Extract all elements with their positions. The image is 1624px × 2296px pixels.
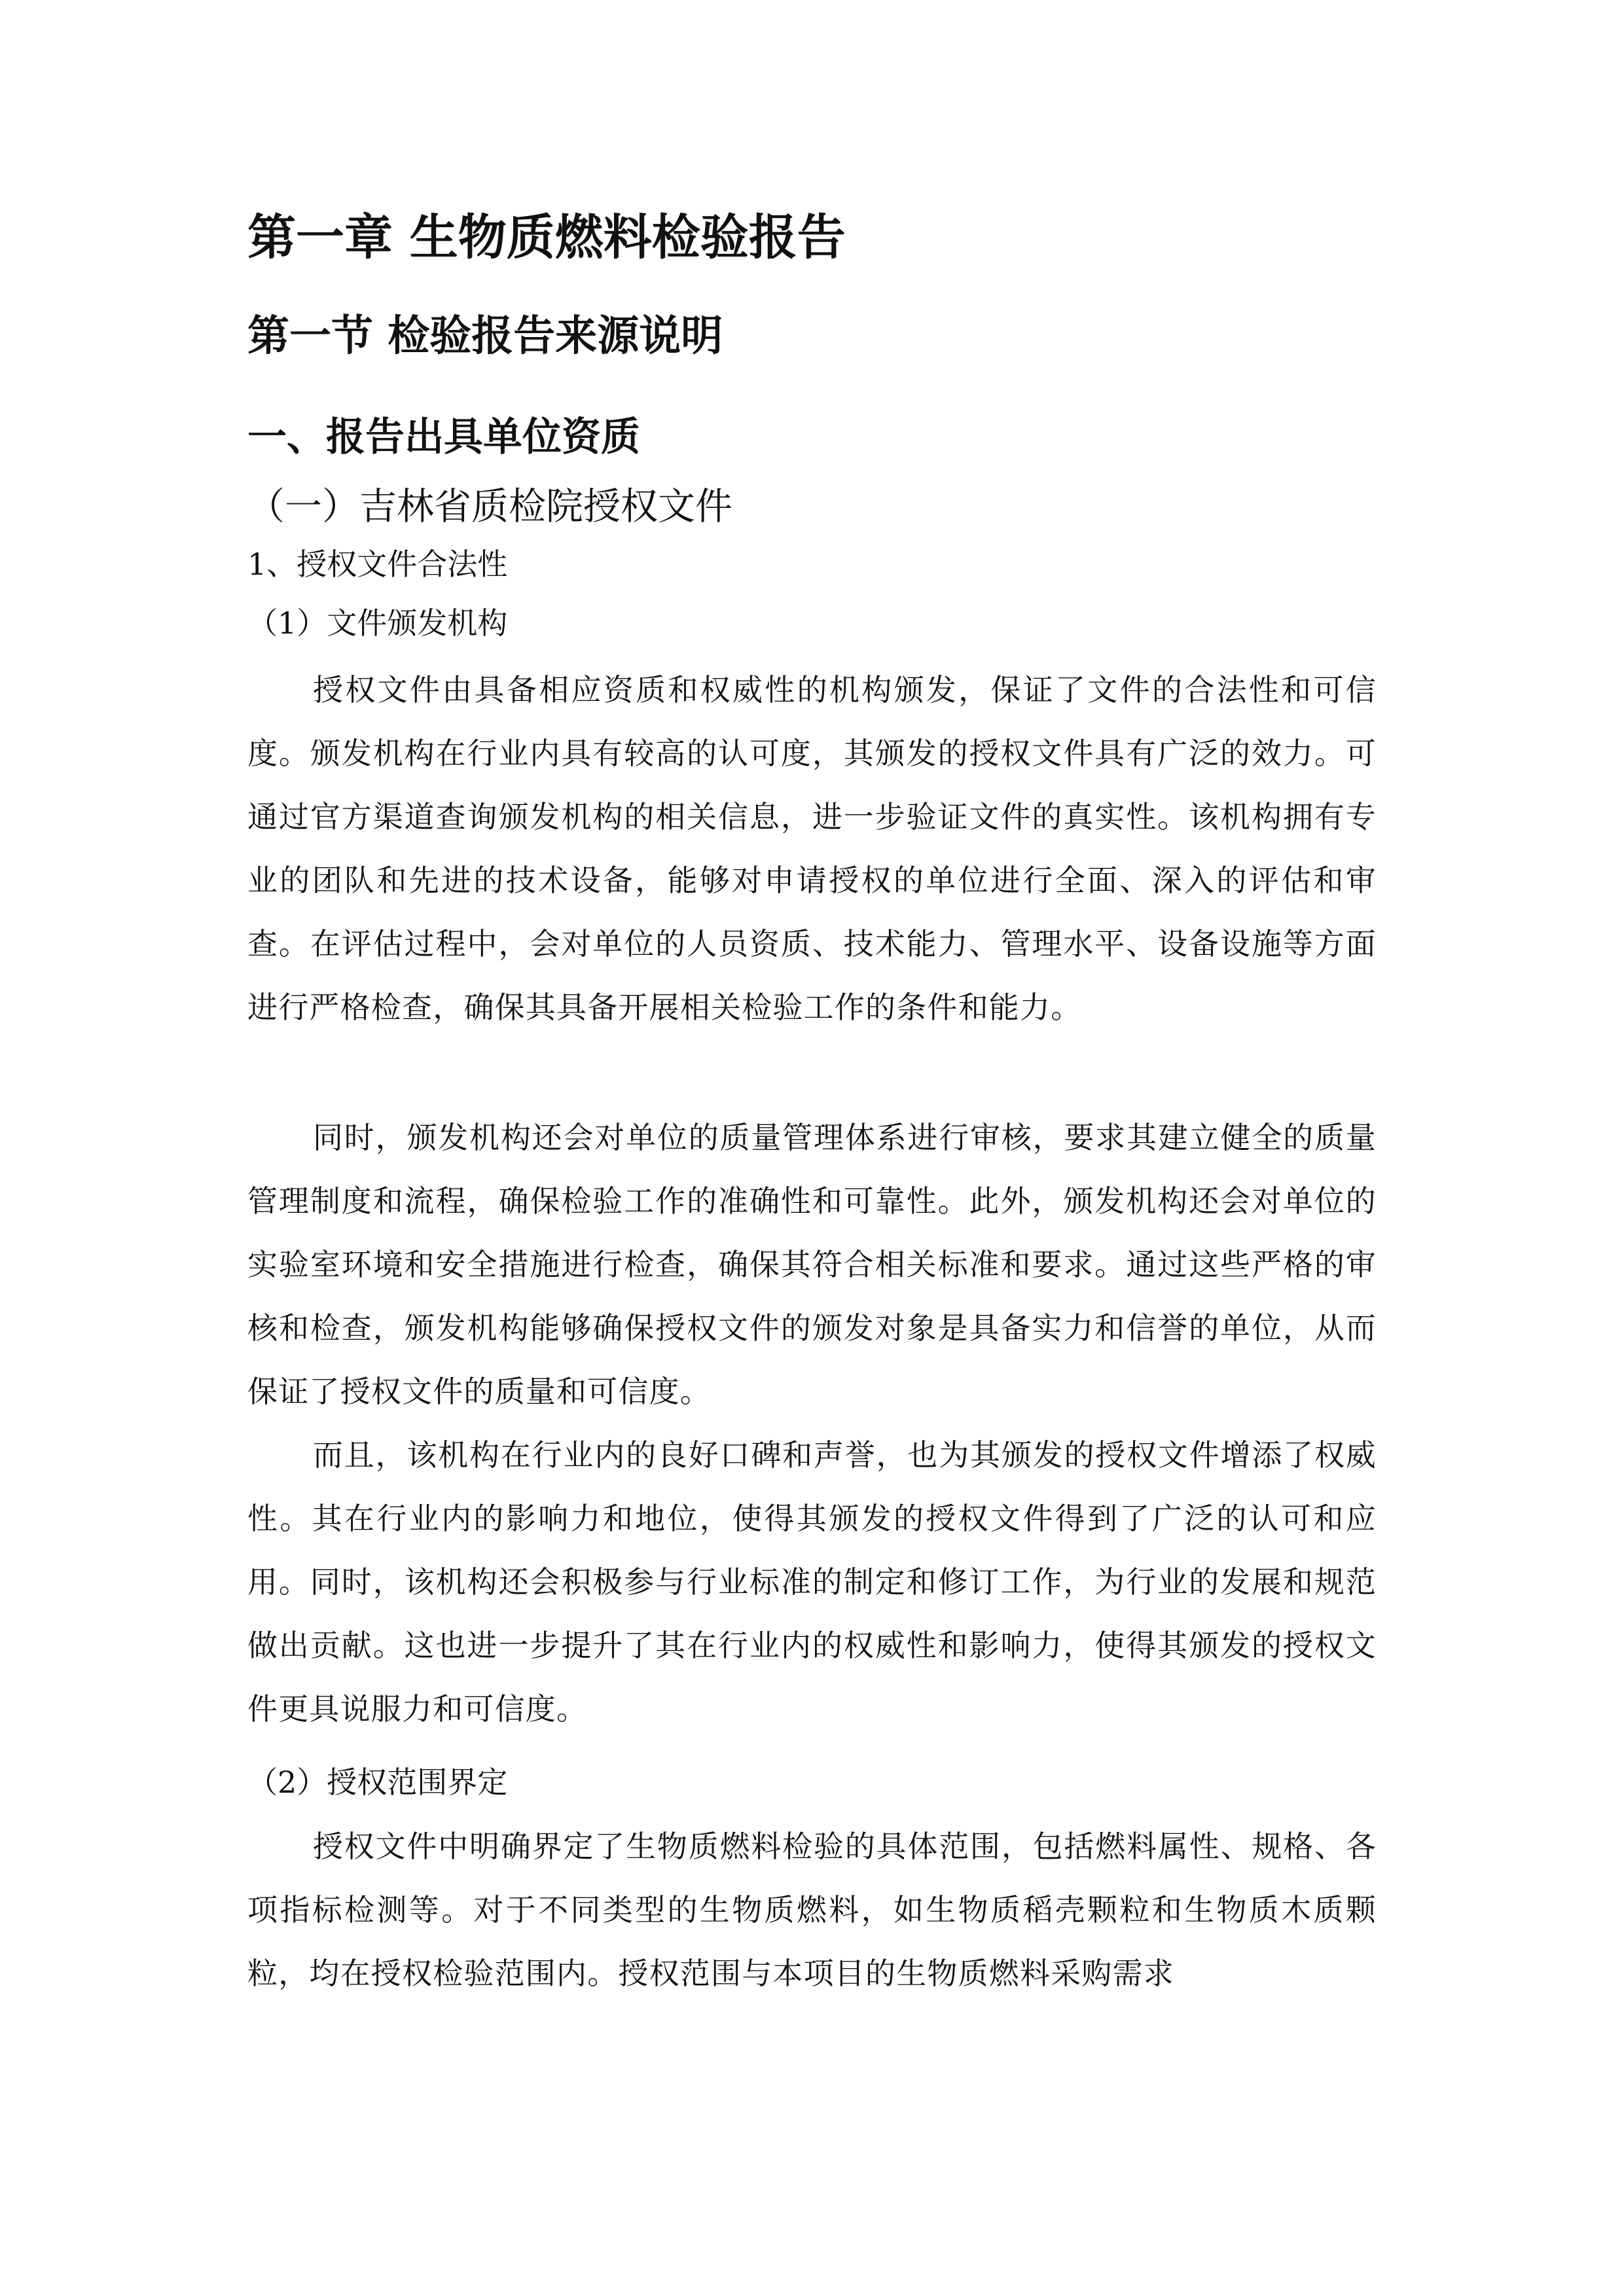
paragraph: 授权文件由具备相应资质和权威性的机构颁发，保证了文件的合法性和可信度。颁发机构在行业内具有较高的认可度，其颁发的授权文件具有广泛的效力。可通过官方渠道查询颁发机构的相关信息，进一步验证文件的真实性。该机构拥有专业的团队和先进的技术设备，能够对申请授权的单位进行全面、深入的评估和审查。在评估过程中，会对单位的人员资质、技术能力、管理水平、设备设施等方面进行严格检查，确保其具备开展相关检验工作的条件和能力。 (247, 672, 1377, 1025)
paragraph: 同时，颁发机构还会对单位的质量管理体系进行审核，要求其建立健全的质量管理制度和流程，确保检验工作的准确性和可靠性。此外，颁发机构还会对单位的实验室环境和安全措施进行检查，确保其符合相关标准和要求。通过这些严格的审核和检查，颁发机构能够确保授权文件的颁发对象是具备实力和信誉的单位，从而保证了授权文件的质量和可信度。 (247, 1120, 1377, 1409)
heading-qualification: 一、报告出具单位资质 (247, 414, 640, 460)
heading-document-legality: 1、授权文件合法性 (247, 547, 508, 582)
subheading-authorization-scope: （2）授权范围界定 (247, 1765, 508, 1800)
subheading-issuing-agency: （1）文件颁发机构 (247, 605, 508, 641)
chapter-title: 第一章 生物质燃料检验报告 (247, 209, 846, 266)
paragraph: 而且，该机构在行业内的良好口碑和声誉，也为其颁发的授权文件增添了权威性。其在行业内的影响力和地位，使得其颁发的授权文件得到了广泛的认可和应用。同时，该机构还会积极参与行业标准的制定和修订工作，为行业的发展和规范做出贡献。这也进一步提升了其在行业内的权威性和影响力，使得其颁发的授权文件更具说服力和可信度。 (247, 1437, 1377, 1727)
paragraph: 授权文件中明确界定了生物质燃料检验的具体范围，包括燃料属性、规格、各项指标检测等。对于不同类型的生物质燃料，如生物质稻壳颗粒和生物质木质颗粒，均在授权检验范围内。授权范围与本项目的生物质燃料采购需求 (247, 1829, 1377, 1991)
section-title: 第一节 检验报告来源说明 (247, 312, 723, 361)
heading-authorization-document: （一）吉林省质检院授权文件 (247, 485, 732, 528)
